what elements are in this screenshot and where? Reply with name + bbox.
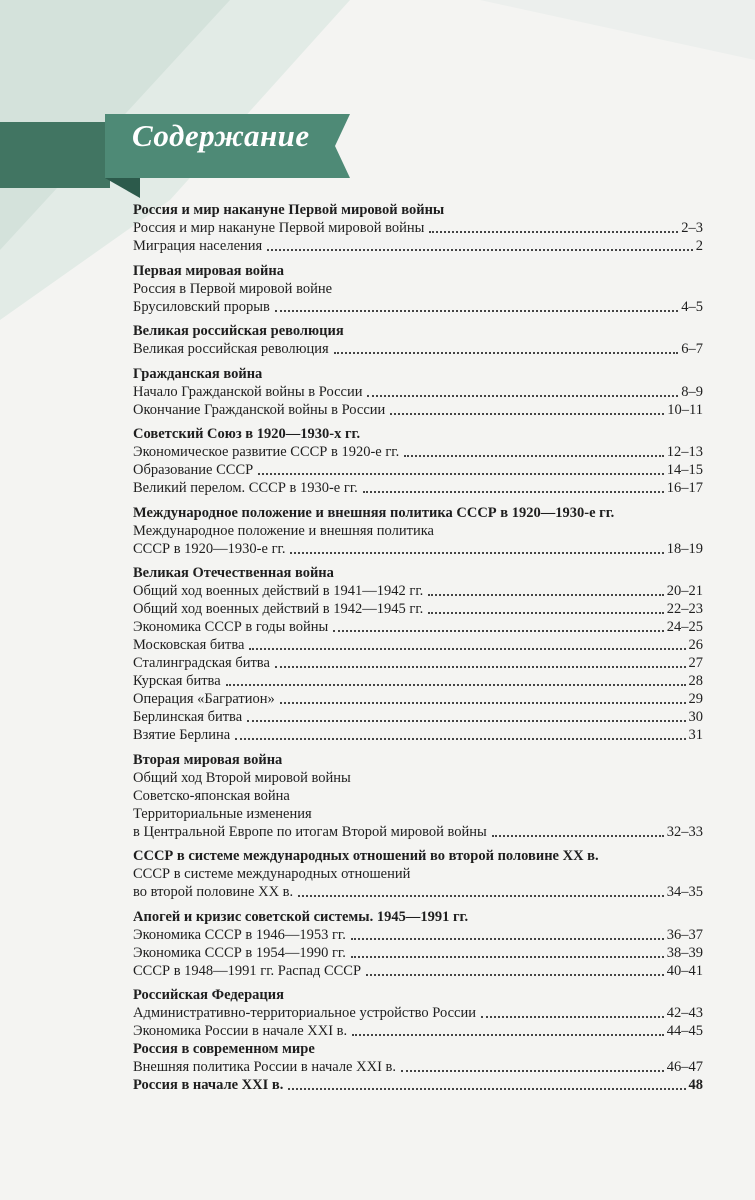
toc-entry [133, 522, 703, 540]
toc-section [133, 504, 703, 558]
dot-leader [428, 612, 663, 614]
page-number: 38–39 [666, 944, 703, 961]
toc-entry [133, 823, 703, 841]
toc-section [133, 365, 703, 419]
entry-text: Великая российская революция [133, 341, 329, 357]
toc-entry [133, 787, 703, 805]
dot-leader [275, 666, 686, 668]
section-title: Великая Отечественная война [133, 565, 334, 581]
entry-text: Административно-территориальное устройство России [133, 1005, 477, 1021]
toc-entry [133, 540, 703, 558]
dot-leader [280, 702, 686, 704]
entry-text: Сталинградская битва [133, 655, 270, 671]
dot-leader [352, 1034, 664, 1036]
toc-entry [133, 600, 703, 618]
dot-leader [401, 1070, 664, 1072]
toc-entry [133, 926, 703, 944]
dot-leader [249, 648, 685, 650]
entry-text: Россия в начале XXI в. [133, 1077, 284, 1093]
section-title: Первая мировая война [133, 262, 285, 279]
toc-entry [133, 1004, 703, 1022]
entry-text: Экономика СССР в 1946—1953 гг. [133, 926, 346, 943]
toc-entry [133, 237, 703, 255]
toc-entry [133, 944, 703, 962]
table-of-contents [133, 201, 703, 1101]
entry-text: во второй половине XX в. [133, 884, 294, 900]
dot-leader [428, 594, 663, 596]
toc-section [133, 1040, 703, 1094]
toc-entry [133, 672, 703, 690]
dot-leader [288, 1088, 685, 1090]
dot-leader [367, 395, 678, 397]
toc-entry [133, 1022, 703, 1040]
toc-entry [133, 726, 703, 744]
section-title: Россия в современном мире [133, 1041, 315, 1057]
toc-entry [133, 805, 703, 823]
dot-leader [481, 1016, 664, 1018]
section-title: Великая российская революция [133, 323, 344, 339]
dot-leader [333, 630, 663, 632]
toc-entry [133, 383, 703, 401]
entry-text: Экономика России в начале XXI в. [133, 1023, 348, 1039]
toc-entry [133, 618, 703, 636]
entry-text: Внешняя политика России в начале XXI в. [133, 1059, 396, 1075]
toc-section [133, 751, 703, 841]
page-number: 36–37 [666, 926, 703, 943]
toc-section [133, 425, 703, 497]
entry-text: Начало Гражданской войны в России [133, 383, 363, 400]
entry-text: Экономика СССР в годы войны [133, 619, 329, 635]
page-number: 2–3 [681, 220, 703, 236]
page-number: 30 [688, 709, 703, 725]
entry-text: Великий перелом. СССР в 1930-е гг. [133, 480, 358, 496]
page-number: 18–19 [666, 540, 703, 557]
toc-entry [133, 962, 703, 980]
page-number: 8–9 [681, 383, 703, 400]
section-title: СССР в системе международных отношений во второй половине XX в. [133, 848, 599, 864]
toc-entry [133, 654, 703, 672]
dot-leader [404, 455, 664, 457]
toc-entry [133, 769, 703, 787]
page-number: 42–43 [666, 1005, 703, 1021]
dot-leader [351, 956, 664, 958]
entry-text: Миграция населения [133, 238, 263, 254]
page-number: 10–11 [667, 401, 703, 418]
page-number: 31 [688, 727, 703, 743]
entry-text: Взятие Берлина [133, 727, 231, 743]
dot-leader [298, 895, 664, 897]
dot-leader [267, 249, 693, 251]
toc-section [133, 847, 703, 901]
page-number: 34–35 [666, 884, 703, 900]
dot-leader [275, 310, 678, 312]
toc-section [133, 322, 703, 358]
entry-text: Берлинская битва [133, 709, 243, 725]
entry-text: Московская битва [133, 637, 245, 653]
page-number: 2 [695, 238, 703, 254]
page-number: 4–5 [681, 298, 703, 315]
entry-text: Образование СССР [133, 462, 254, 478]
toc-entry [133, 461, 703, 479]
dot-leader [390, 413, 664, 415]
section-title: Вторая мировая война [133, 751, 283, 768]
entry-text: Брусиловский прорыв [133, 298, 270, 315]
entry-text: СССР в 1920—1930-е гг. [133, 540, 286, 557]
toc-entry [133, 582, 703, 600]
entry-text: СССР в 1948—1991 гг. Распад СССР [133, 962, 362, 979]
toc-section [133, 908, 703, 980]
dot-leader [363, 491, 664, 493]
section-title: Россия и мир накануне Первой мировой войны [133, 202, 445, 218]
dot-leader [258, 473, 664, 475]
toc-entry [133, 1076, 703, 1094]
entry-text: Россия и мир накануне Первой мировой войны [133, 220, 425, 236]
entry-text: Окончание Гражданской войны в России [133, 401, 386, 418]
page-number: 27 [688, 655, 703, 671]
entry-text: Операция «Багратион» [133, 691, 275, 707]
section-title: Советский Союз в 1920—1930-х гг. [133, 426, 361, 442]
page-number: 29 [688, 691, 703, 707]
entry-text: СССР в системе международных отношений [133, 866, 411, 882]
entry-text: в Центральной Европе по итогам Второй мировой войны [133, 823, 487, 840]
page-number: 46–47 [666, 1059, 703, 1075]
page-number: 40–41 [666, 962, 703, 979]
toc-section [133, 201, 703, 255]
page-number: 6–7 [681, 341, 703, 357]
toc-entry [133, 401, 703, 419]
entry-text: Россия в Первой мировой войне [133, 280, 333, 297]
page-number: 44–45 [666, 1023, 703, 1039]
entry-text: Советско-японская война [133, 787, 290, 804]
toc-entry [133, 1058, 703, 1076]
page-number: 24–25 [666, 619, 703, 635]
entry-text: Курская битва [133, 673, 221, 689]
dot-leader [351, 938, 664, 940]
dot-leader [247, 720, 685, 722]
dot-leader [492, 835, 664, 837]
toc-entry [133, 219, 703, 237]
toc-section [133, 986, 703, 1040]
page-number: 16–17 [666, 480, 703, 496]
section-title: Международное положение и внешняя политика СССР в 1920—1930-е гг. [133, 504, 615, 521]
dot-leader [226, 684, 686, 686]
toc-entry [133, 479, 703, 497]
toc-entry [133, 280, 703, 298]
entry-text: Экономика СССР в 1954—1990 гг. [133, 944, 346, 961]
dot-leader [366, 974, 664, 976]
page-number: 48 [688, 1077, 703, 1093]
entry-text: Общий ход Второй мировой войны [133, 769, 351, 786]
entry-text: Экономическое развитие СССР в 1920-е гг. [133, 444, 400, 460]
page-title: Содержание [132, 118, 310, 153]
page-number: 32–33 [666, 823, 703, 840]
entry-text: Общий ход военных действий в 1941—1942 гг. [133, 583, 424, 599]
entry-text: Территориальные изменения [133, 805, 312, 822]
page-number: 20–21 [666, 583, 703, 599]
toc-section [133, 262, 703, 316]
toc-entry [133, 298, 703, 316]
page-number: 14–15 [666, 462, 703, 478]
toc-entry [133, 865, 703, 883]
toc-entry [133, 883, 703, 901]
toc-entry [133, 443, 703, 461]
section-title: Апогей и кризис советской системы. 1945—1991 гг. [133, 908, 469, 925]
dot-leader [290, 552, 663, 554]
toc-entry [133, 636, 703, 654]
entry-text: Международное положение и внешняя политика [133, 522, 434, 539]
toc-entry [133, 690, 703, 708]
section-title: Гражданская война [133, 365, 263, 382]
section-title: Российская Федерация [133, 987, 284, 1003]
toc-entry [133, 708, 703, 726]
dot-leader [235, 738, 685, 740]
entry-text: Общий ход военных действий в 1942—1945 гг. [133, 601, 424, 617]
page-number: 12–13 [666, 444, 703, 460]
dot-leader [429, 231, 678, 233]
page-number: 22–23 [666, 601, 703, 617]
page-number: 26 [688, 637, 703, 653]
dot-leader [334, 352, 679, 354]
toc-entry [133, 340, 703, 358]
page-number: 28 [688, 673, 703, 689]
toc-section [133, 564, 703, 744]
